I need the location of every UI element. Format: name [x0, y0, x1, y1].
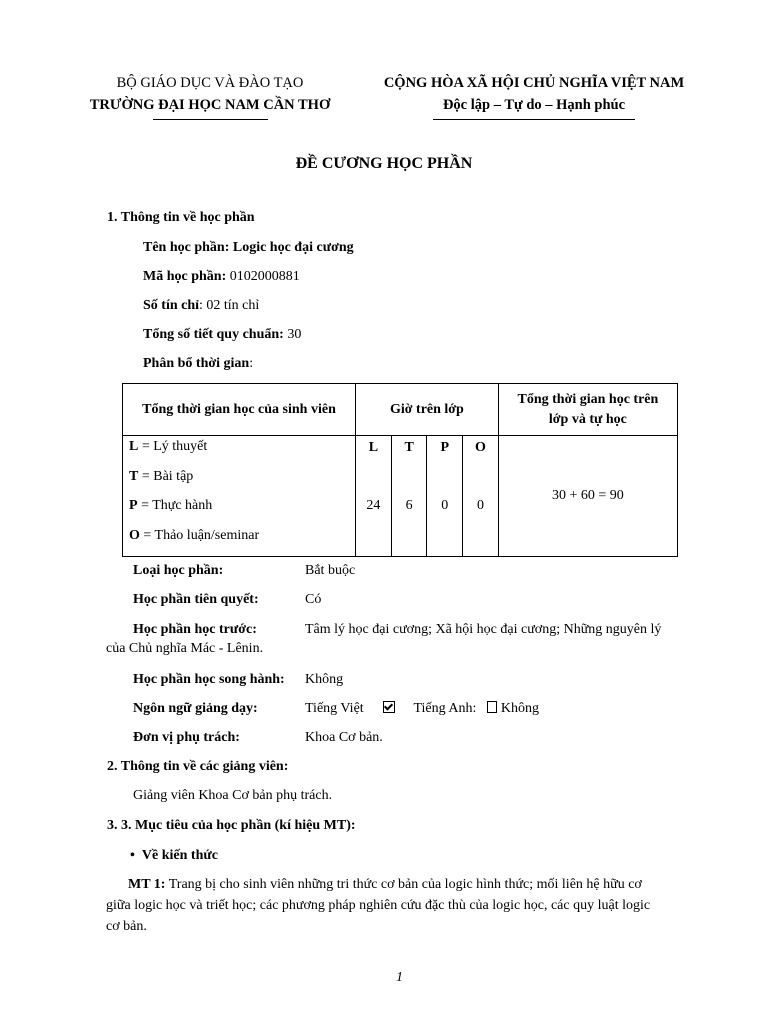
mt1-line1 [128, 876, 642, 894]
type-value: Bắt buộc [305, 563, 356, 578]
col-O-value: 0 [476, 498, 484, 513]
prior-value-line1: Tâm lý học đại cương; Xã hội học đại cương; Những nguyên lý [305, 622, 662, 637]
document-title: ĐỀ CƯƠNG HỌC PHẦN [295, 155, 473, 172]
type-label: Loại học phần: [133, 563, 224, 578]
bullet-dot: • [130, 848, 135, 863]
section2-heading: 2. Thông tin về các giảng viên: [107, 759, 289, 774]
lang-vi-label: Tiếng Việt [305, 701, 364, 716]
national-motto: Độc lập – Tự do – Hạnh phúc [442, 97, 626, 113]
col-P-label: P [440, 440, 450, 455]
unit-label: Đơn vị phụ trách: [133, 730, 240, 745]
prereq-label: Học phần tiên quyết: [133, 592, 259, 607]
col-L [356, 436, 392, 557]
periods-line [143, 326, 301, 344]
table-body-row [123, 436, 678, 557]
legend-item: T = Bài tập [129, 468, 194, 484]
legend-item: L = Lý thuyết [129, 439, 208, 454]
prereq-value: Có [305, 592, 322, 607]
section3-heading: 3. 3. Mục tiêu của học phần (kí hiệu MT): [107, 818, 356, 833]
col-O-label: O [475, 440, 486, 455]
col-P [427, 436, 463, 557]
credits-label: Số tín chỉ [143, 298, 200, 313]
lang-vi-checkbox[interactable] [383, 701, 395, 713]
col-header-student-time: Tổng thời gian học của sinh viên [123, 384, 356, 436]
parallel-label: Học phần học song hành: [133, 672, 285, 687]
col-T-label: T [404, 440, 414, 455]
lang-no-label: Không [500, 701, 539, 716]
total-time-cell: 30 + 60 = 90 [498, 436, 677, 557]
periods-label: Tổng số tiết quy chuẩn: [143, 327, 284, 342]
parallel-value: Không [305, 672, 344, 687]
knowledge-bullet-text: Về kiến thức [141, 848, 218, 863]
col-L-label: L [368, 440, 379, 455]
page-number: 1 [396, 970, 403, 985]
time-allocation-table [122, 383, 678, 557]
mt1-label: MT 1: [128, 877, 166, 892]
col-L-value: 24 [366, 498, 381, 513]
header-right-rule [433, 119, 635, 120]
ministry-name: BỘ GIÁO DỤC VÀ ĐÀO TẠO [116, 75, 304, 91]
lang-en-label: Tiếng Anh: [413, 701, 477, 716]
course-code-value: 0102000881 [229, 269, 300, 284]
section1-heading: 1. Thông tin về học phần [107, 210, 255, 225]
table-header-row [123, 384, 678, 436]
credits-line [143, 297, 259, 315]
mt1-line2: giữa logic học và triết học; các phương pháp nghiên cứu đặc thù của logic học, các quy luật logic [106, 898, 651, 913]
time-alloc-colon: : [249, 356, 254, 371]
header-right [350, 72, 718, 116]
time-alloc-line [143, 355, 253, 373]
lang-options [305, 700, 539, 718]
republic-name: CỘNG HÒA XÃ HỘI CHỦ NGHĨA VIỆT NAM [383, 75, 685, 91]
col-header-total-time [498, 384, 677, 436]
col-T [391, 436, 427, 557]
lang-label: Ngôn ngữ giảng dạy: [133, 701, 258, 716]
university-name: TRƯỜNG ĐẠI HỌC NAM CẦN THƠ [89, 97, 331, 113]
col-header-total-line2: lớp và tự học [548, 411, 627, 427]
lang-en-checkbox[interactable] [487, 701, 497, 713]
col-O [463, 436, 499, 557]
time-alloc-label: Phân bổ thời gian [143, 356, 250, 371]
header-left-rule [153, 119, 268, 120]
knowledge-bullet [130, 847, 218, 865]
col-header-total-line1: Tổng thời gian học trên [517, 391, 659, 407]
prior-label: Học phần học trước: [133, 622, 257, 637]
legend-item: O = Thảo luận/seminar [129, 527, 260, 543]
header-left [60, 72, 360, 116]
credits-value: : 02 tín chỉ [199, 298, 260, 313]
unit-value: Khoa Cơ bản. [305, 730, 383, 745]
course-name: Tên học phần: Logic học đại cương [143, 240, 354, 255]
periods-value: 30 [287, 327, 302, 342]
mt1-text-line1: Trang bị cho sinh viên những tri thức cơ bản của logic hình thức; mối liên hệ hữu cơ [165, 877, 642, 892]
col-T-value: 6 [405, 498, 413, 513]
prior-value-line2: của Chủ nghĩa Mác - Lênin. [106, 641, 264, 656]
col-P-value: 0 [441, 498, 449, 513]
legend-item: P = Thực hành [129, 498, 213, 513]
col-header-class-hours: Giờ trên lớp [356, 384, 499, 436]
course-code-label: Mã học phần: [143, 269, 227, 284]
legend-cell [123, 436, 356, 557]
section2-text: Giảng viên Khoa Cơ bản phụ trách. [133, 788, 333, 803]
course-code-line [143, 268, 300, 286]
mt1-line3: cơ bản. [106, 919, 147, 934]
